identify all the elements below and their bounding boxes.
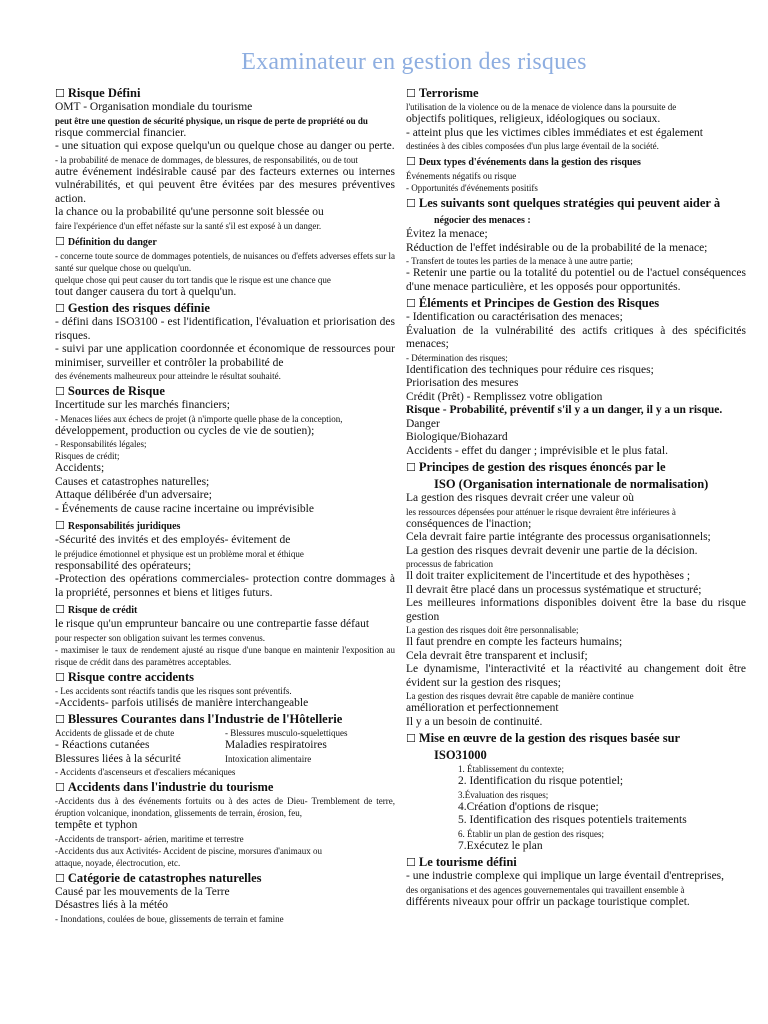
text-line: Incertitude sur les marchés financiers; [55,399,230,411]
text-line: Accidents de glissade et de chute [55,728,175,738]
text-line: 3.Évaluation des risques; [458,789,549,800]
text-line: Cela devrait faire partie intégrante des processus organisationnels; [406,531,711,543]
text-line: tempête et typhon [55,819,138,831]
text-line: Réduction de l'effet indésirable ou de la probabilité de la menace; [406,241,708,254]
checkbox-icon: ☐ [55,670,65,684]
text-line: quelque chose qui peut causer du tort tandis que le risque est une chance que [55,274,331,285]
text-line: tout danger causera du tort à quelqu'un. [55,285,237,298]
section-heading [55,234,395,250]
text-line: attaque, noyade, électrocution, etc. [55,857,181,868]
text-line: Causé par les mouvements de la Terre [55,885,230,898]
text-line: responsabilité des opérateurs; [55,559,192,572]
text-line: Danger [406,417,440,430]
checkbox-icon: ☐ [55,87,65,100]
section-heading [406,460,746,475]
checkbox-icon: ☐ [406,297,416,310]
text-line: 5. Identification des risques potentiels traitements [458,814,687,826]
section-heading [406,855,746,870]
text-line: Les meilleures informations disponibles doivent être la base du risque gestion [406,597,746,623]
checkbox-icon: ☐ [55,234,65,248]
section-heading-text: Gestion des risques définie [67,301,210,315]
text-line: - une situation qui expose quelqu'un ou quelque chose au danger ou perte. [55,140,395,152]
text-line: -Protection des opérations commerciales- protection contre dommages à la propriété, personnes et biens et litiges futurs. [55,573,395,599]
checkbox-icon: ☐ [406,732,416,745]
text-line: Maladies respiratoires [225,739,327,751]
text-line: Évitez la menace; [406,228,488,240]
text-line: - Réactions cutanées [55,739,150,751]
section-heading [55,712,395,727]
text-line: - suivi par une application coordonnée et économique de ressources pour minimiser, surveiller et contrôler la probabilité de [55,343,395,369]
section-heading [55,871,395,886]
text-line: Il y a un besoin de continuité. [406,715,543,728]
text-line: - Détermination des risques; [406,352,508,363]
checkbox-icon: ☐ [406,856,416,869]
text-line: Intoxication alimentaire [225,753,312,764]
checkbox-icon: ☐ [55,519,65,532]
text-line: Désastres liés à la météo [55,899,169,911]
section-heading-text: Le tourisme défini [418,855,517,869]
text-line: - une industrie complexe qui implique un large éventail d'entreprises, [406,870,725,882]
text-line: des événements malheureux pour atteindre le résultat souhaité. [55,371,281,381]
section-heading-continued: négocier des menaces : [434,215,531,226]
text-line: Il devrait être placé dans un processus systématique et structuré; [406,583,702,596]
text-line: - Événements de cause racine incertaine ou imprévisible [55,502,314,515]
checkbox-icon: ☐ [55,781,65,794]
section-heading-text: Terrorisme [418,86,479,100]
text-line: La gestion des risques devrait créer une valeur où [406,492,634,504]
text-line: différents niveaux pour offrir un package touristique complet. [406,895,690,908]
text-line: Accidents - effet du danger ; imprévisible et le plus fatal. [406,444,668,457]
text-line: Attaque délibérée d'un adversaire; [55,489,212,501]
section-heading-text: Sources de Risque [67,384,165,398]
text-line: risque commercial financier. [55,126,187,139]
text-line: Biologique/Biohazard [406,431,508,443]
section-heading-text: Risque de crédit [67,605,138,616]
text-line: 4.Création d'options de risque; [458,800,599,813]
text-line: les ressources dépensées pour atténuer le risque devraient être inférieures à [406,506,676,517]
text-line: - Menaces liées aux échecs de projet (à n'importe quelle phase de la conception, [55,413,343,424]
text-line: -Accidents de transport- aérien, maritime et terrestre [55,833,244,844]
text-line: 6. Établir un plan de gestion des risques; [458,828,604,839]
section-heading [406,154,746,170]
checkbox-icon: ☐ [55,713,65,726]
text-line: objectifs politiques, religieux, idéologiques ou sociaux. [406,113,661,125]
text-line: - Blessures musculo-squelettiques [225,728,348,738]
text-line: le risque qu'un emprunteur bancaire ou une contrepartie fasse défaut [55,618,370,630]
text-line: La gestion des risques devrait devenir une partie de la décision. [406,544,698,557]
section-heading-text: Deux types d'événements dans la gestion des risques [418,157,641,168]
text-line: amélioration et perfectionnement [406,702,559,714]
section-heading-text: Mise en œuvre de la gestion des risques basée sur [418,731,681,745]
section-heading-text: Catégorie de catastrophes naturelles [67,870,262,885]
checkbox-icon: ☐ [55,603,65,616]
text-line: Causes et catastrophes naturelles; [55,475,210,488]
section-heading [406,86,746,101]
checkbox-icon: ☐ [406,461,416,474]
text-line: conséquences de l'inaction; [406,517,532,530]
section-heading [406,296,746,311]
checkbox-icon: ☐ [406,87,416,100]
text-line: Priorisation des mesures [406,377,519,389]
text-line: -Sécurité des invités et des employés- évitement de [55,534,291,546]
text-line: La gestion des risques doit être personnalisable; [406,625,579,635]
text-line: autre événement indésirable causé par des facteurs externes ou internes vulnérabilités, et qui peuvent être évitées par des mesures préventives action. [55,165,395,205]
checkbox-icon: ☐ [55,871,65,885]
text-line: Évaluation de la vulnérabilité des actifs critiques à des spécificités menaces; [406,324,746,350]
section-heading [55,518,395,534]
text-line: la chance ou la probabilité qu'une personne soit blessée ou [55,206,324,218]
text-line: - maximiser le taux de rendement ajusté au risque d'une banque en maintenir l'exposition au risque de crédit dans des paramètres acceptables. [55,644,395,667]
text-line: Crédit (Prêt) - Remplissez votre obligation [406,390,603,403]
text-line: l'utilisation de la violence ou de la menace de violence dans la poursuite de [406,102,677,112]
text-line: - Accidents d'ascenseurs et d'escaliers mécaniques [55,767,236,777]
section-heading [55,86,395,101]
section-heading [55,384,395,399]
section-heading-text: Éléments et Principes de Gestion des Risques [418,296,660,310]
text-line: OMT - Organisation mondiale du tourisme [55,101,253,113]
text-line: Il faut prendre en compte les facteurs humains; [406,636,623,648]
text-line: - Retenir une partie ou la totalité du potentiel ou de l'actuel conséquences d'une menace particulière, et les opposés pour opportunités. [406,267,746,293]
section-heading-text: Définition du danger [67,236,157,248]
section-heading [55,301,395,316]
section-heading [55,602,395,618]
text-line: destinées à des cibles composées d'un plus large éventail de la société. [406,141,659,151]
section-heading-text: Accidents dans l'industrie du tourisme [67,780,274,794]
text-line: peut être une question de sécurité physique, un risque de perte de propriété ou du [55,115,368,126]
text-line: -Accidents dus aux Activités- Accident de piscine, morsures d'animaux ou [55,845,323,856]
section-heading-text: Risque contre accidents [67,669,195,684]
text-line: 2. Identification du risque potentiel; [458,775,624,787]
text-line: Accidents; [55,462,105,474]
text-line: 7.Exécutez le plan [458,839,543,852]
text-line: processus de fabrication [406,559,493,569]
text-line: faire l'expérience d'un effet néfaste sur la santé s'il est exposé à un danger. [55,220,322,231]
text-line: pour respecter son obligation suivant les termes convenus. [55,632,265,643]
text-line: - Inondations, coulées de boue, glissements de terrain et famine [55,913,284,924]
text-line: Le dynamisme, l'interactivité et la réactivité au changement doit être évident sur la gestion des risques; [406,663,746,689]
text-line: Événements négatifs ou risque [406,171,517,181]
text-line: Il doit traiter explicitement de l'incertitude et des hypothèses ; [406,570,691,582]
section-heading [55,780,395,795]
list-column [55,727,225,766]
section-heading [406,196,746,211]
left-column [55,84,395,925]
text-line: Cela devrait être transparent et inclusif; [406,649,588,662]
text-line: - Identification ou caractérisation des menaces; [406,311,623,323]
section-heading [55,670,395,685]
text-line: le préjudice émotionnel et physique est un problème moral et éthique [55,548,304,559]
text-line: - défini dans ISO3100 - est l'identification, l'évaluation et priorisation des risques. [55,316,395,342]
text-line: - la probabilité de menace de dommages, de blessures, de responsabilités, ou de tout [55,154,358,165]
text-line: -Accidents- parfois utilisés de manière interchangeable [55,696,309,709]
section-heading [406,731,746,746]
section-heading-text: Risque Défini [67,86,141,100]
section-heading-text: Responsabilités juridiques [67,521,181,532]
text-line: développement, production ou cycles de vie de soutien); [55,424,315,437]
text-line: des organisations et des agences gouvernementales qui travaillent ensemble à [406,884,685,895]
page-title: Examinateur en gestion des risques [241,49,587,75]
text-line: - atteint plus que les victimes cibles immédiates et est également [406,126,703,139]
text-line: - Opportunités d'événements positifs [406,183,538,193]
list-column [225,727,395,766]
text-line: - Responsabilités légales; [55,439,147,449]
two-column-list [55,727,395,766]
text-line: - Transfert de toutes les parties de la menace à une autre partie; [406,256,633,266]
text-line: Risque - Probabilité, préventif s'il y a un danger, il y a un risque. [406,404,723,416]
section-heading-text: Principes de gestion des risques énoncés par le [418,460,666,474]
text-line: Blessures liées à la sécurité [55,752,181,765]
right-column [406,84,746,909]
text-line: Identification des techniques pour réduire ces risques; [406,363,654,376]
section-heading-continued: ISO (Organisation internationale de normalisation) [434,477,709,491]
text-line: 1. Établissement du contexte; [458,764,564,774]
checkbox-icon: ☐ [55,385,65,398]
text-line: La gestion des risques devrait être capable de manière continue [406,691,634,701]
checkbox-icon: ☐ [406,155,416,168]
checkbox-icon: ☐ [55,302,65,315]
text-line: - Les accidents sont réactifs tandis que les risques sont préventifs. [55,685,292,696]
checkbox-icon: ☐ [406,197,416,210]
section-heading-continued: ISO31000 [434,748,487,762]
text-line: Risques de crédit; [55,451,120,461]
text-line: -Accidents dus à des événements fortuits ou à des actes de Dieu- Tremblement de terre, éruption volcanique, inondation, glissements de terrain, érosion, feu, [55,796,395,818]
text-line: - concerne toute source de dommages potentiels, de nuisances ou d'effets adverses effets sur la santé sur quelque chose ou quelqu'un. [55,250,395,273]
section-heading-text: Les suivants sont quelques stratégies qui peuvent aider à [418,196,721,210]
section-heading-text: Blessures Courantes dans l'Industrie de l'Hôtellerie [67,712,343,726]
